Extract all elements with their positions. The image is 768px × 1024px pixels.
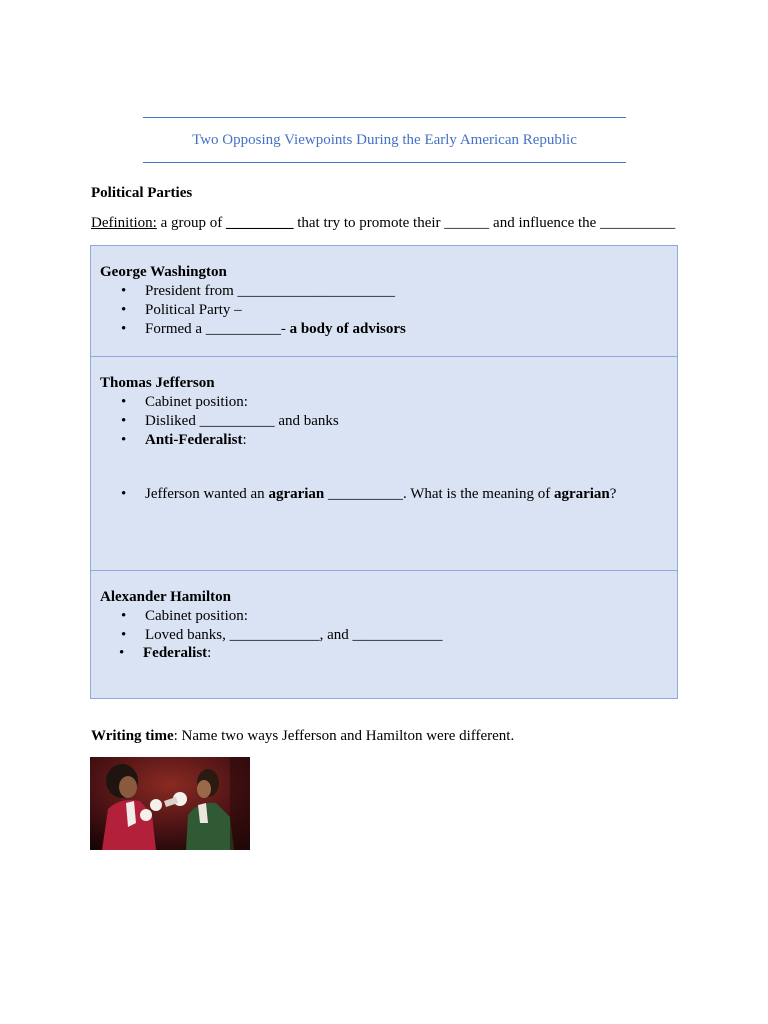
definition-label: Definition: bbox=[91, 215, 157, 231]
jefferson-agrarian-t2: __________. What is the meaning of bbox=[324, 486, 554, 502]
washington-bullet-formed bbox=[145, 321, 406, 338]
jefferson-agrarian-b2: agrarian bbox=[553, 486, 610, 502]
hamilton-federalist-colon: : bbox=[207, 645, 212, 661]
jefferson-bullet-cabinet: • Cabinet position: bbox=[145, 394, 248, 411]
definition-blank: _________ bbox=[225, 215, 294, 231]
definition-text-2: that try to promote their ______ and influence the __________ bbox=[293, 215, 676, 231]
hamilton-bullet-federalist bbox=[143, 645, 211, 662]
jefferson-name: Thomas Jefferson bbox=[100, 375, 215, 391]
jefferson-bullet-agrarian bbox=[145, 486, 616, 503]
jefferson-box bbox=[90, 356, 678, 571]
washington-formed-text: Formed a __________- bbox=[145, 321, 290, 337]
jefferson-antifederalist-colon: : bbox=[242, 432, 247, 448]
washington-bullet-party: • Political Party – bbox=[145, 302, 242, 319]
jefferson-bullet-antifederalist bbox=[145, 432, 247, 449]
definition-text-1: a group of bbox=[156, 215, 226, 231]
hamilton-federalist-label: Federalist bbox=[143, 645, 208, 661]
document-title bbox=[143, 117, 626, 163]
writing-text: : Name two ways Jefferson and Hamilton were different. bbox=[173, 728, 515, 744]
title-text: Two Opposing Viewpoints During the Early American Republic bbox=[192, 131, 577, 148]
jefferson-antifederalist-label: Anti-Federalist bbox=[145, 432, 243, 448]
photo-illustration bbox=[90, 757, 250, 850]
definition-line bbox=[91, 215, 675, 232]
jefferson-agrarian-t3: ? bbox=[609, 486, 617, 502]
washington-bullet-president: • President from _____________________ bbox=[145, 283, 395, 300]
jefferson-agrarian-b1: agrarian bbox=[268, 486, 325, 502]
writing-prompt bbox=[91, 728, 514, 745]
hamilton-box bbox=[90, 570, 678, 699]
washington-box bbox=[90, 245, 678, 357]
jefferson-agrarian-t1: Jefferson wanted an bbox=[145, 486, 269, 502]
hamilton-bullet-loved: • Loved banks, ____________, and ____________ bbox=[145, 627, 442, 644]
hamilton-name: Alexander Hamilton bbox=[100, 589, 231, 605]
jefferson-bullet-disliked: • Disliked __________ and banks bbox=[145, 413, 339, 430]
washington-formed-bold: a body of advisors bbox=[289, 321, 406, 337]
writing-label: Writing time bbox=[91, 728, 174, 744]
section-heading: Political Parties bbox=[91, 185, 193, 201]
washington-name: George Washington bbox=[100, 264, 227, 280]
hamilton-bullet-cabinet: • Cabinet position: bbox=[145, 608, 248, 625]
jefferson-hamilton-photo bbox=[90, 757, 250, 850]
